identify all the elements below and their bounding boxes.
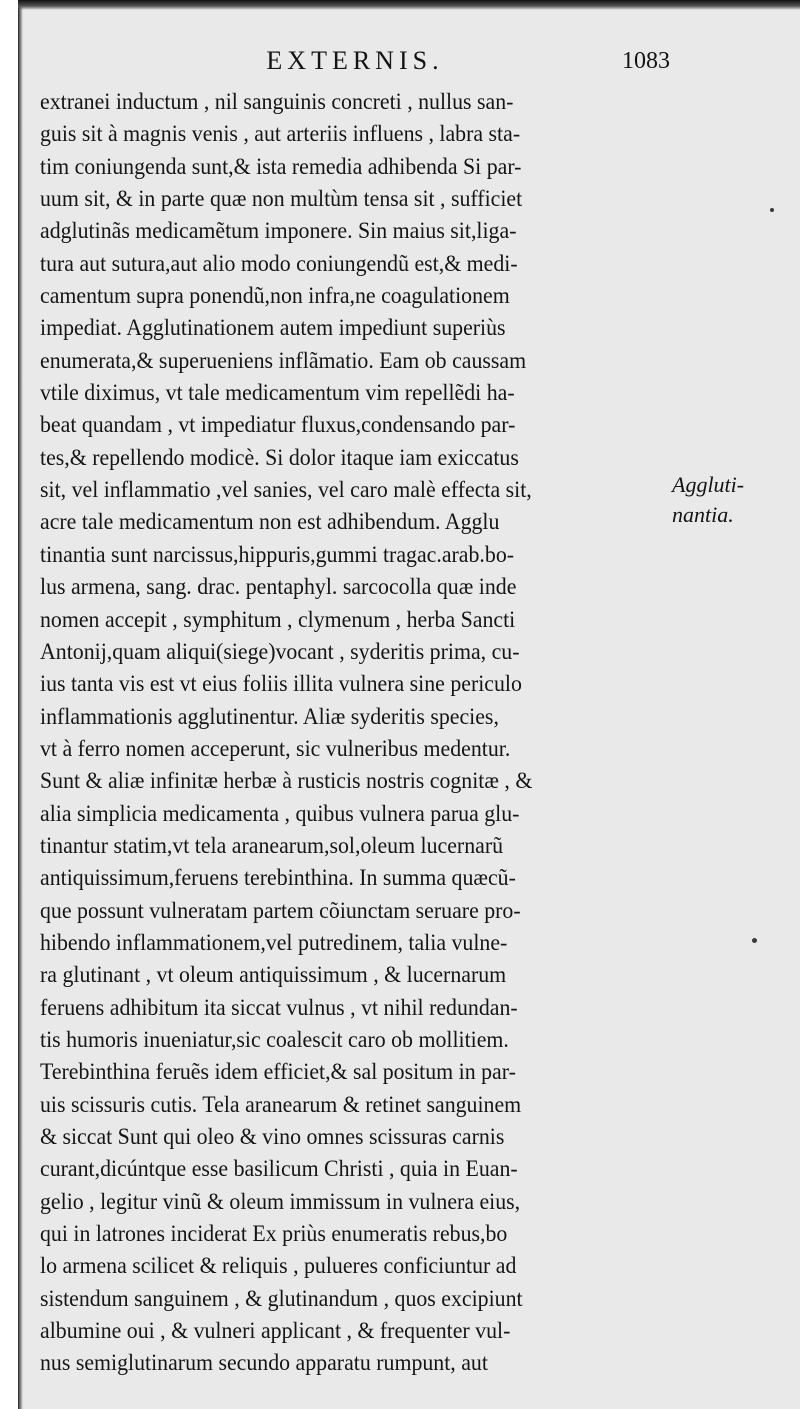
text-line: & siccat Sunt qui oleo & vino omnes scissuras carnis <box>40 1124 505 1150</box>
ink-speck <box>770 208 774 212</box>
text-line: ra glutinant , vt oleum antiquissimum , & lucernarum <box>40 962 507 989</box>
text-line: tes,& repellendo modicè. Si dolor itaque iam exiccatus <box>40 444 519 471</box>
text-line: alia simplicia medicamenta , quibus vulnera parua glu- <box>40 800 520 827</box>
text-line: qui in latrones inciderat Ex priùs enumeratis rebus,bo <box>40 1221 508 1248</box>
ink-speck <box>752 938 757 943</box>
text-line: tinantur statim,vt tela aranearum,sol,oleum lucernarũ <box>40 832 504 859</box>
text-line: ius tanta vis est vt eius foliis illita vulnera sine periculo <box>40 671 522 698</box>
text-line: sistendum sanguinem , & glutinandum , quos excipiunt <box>40 1285 523 1312</box>
text-line: curant,dicúntque esse basilicum Christi , quia in Euan- <box>40 1156 518 1183</box>
text-line: uum sit, & in parte quæ non multùm tensa sit , sufficiet <box>40 186 523 213</box>
text-line: uis scissuris cutis. Tela aranearum & retinet sanguinem <box>40 1091 522 1118</box>
page-left-margin <box>0 0 20 1409</box>
text-line: que possunt vulneratam partem cõiunctam seruare pro- <box>40 897 521 924</box>
page-number: 1083 <box>622 48 670 74</box>
text-line: gelio , legitur vinũ & oleum immissum in vulnera eius, <box>40 1188 521 1215</box>
text-line: lo armena scilicet & reliquis , pulueres conficiuntur ad <box>40 1253 517 1280</box>
text-line: inflammationis agglutinentur. Aliæ syderitis species, <box>40 703 499 730</box>
text-line: Terebinthina feruẽs idem efficiet,& sal positum in par- <box>40 1059 516 1086</box>
text-line: tis humoris inueniatur,sic coalescit caro ob mollitiem. <box>40 1026 509 1053</box>
top-scan-edge <box>18 0 800 10</box>
margin-note <box>672 470 792 530</box>
text-line: tura aut sutura,aut alio modo coniungendũ est,& medi- <box>40 250 518 277</box>
text-line: beat quandam , vt impediatur fluxus,condensando par- <box>40 412 516 439</box>
text-line: vtile diximus, vt tale medicamentum vim repellẽdi ha- <box>40 380 515 407</box>
margin-note-line: nantia. <box>672 502 734 527</box>
binding-shadow <box>18 0 23 1409</box>
text-line: tinantia sunt narcissus,hippuris,gummi tragac.arab.bo- <box>40 541 515 568</box>
text-line: nus semiglutinarum secundo apparatu rumpunt, aut <box>40 1350 488 1377</box>
text-line: vt à ferro nomen acceperunt, sic vulneribus medentur. <box>40 735 511 762</box>
text-line: antiquissimum,feruens terebinthina. In summa quæcũ- <box>40 865 516 892</box>
text-line: feruens adhibitum ita siccat vulnus , vt nihil redundan- <box>40 994 518 1021</box>
text-line: Antonij,quam aliqui(siege)vocant , syderitis prima, cu- <box>40 638 520 665</box>
text-line: guis sit à magnis venis , aut arteriis influens , labra sta- <box>40 121 521 148</box>
text-line: acre tale medicamentum non est adhibendum. Agglu <box>40 509 500 536</box>
text-line: tim coniungenda sunt,& ista remedia adhibenda Si par- <box>40 153 522 180</box>
text-line: sit, vel inflammatio ,vel sanies, vel caro malè effecta sit, <box>40 477 532 504</box>
body-text <box>40 86 680 1377</box>
text-line: hibendo inflammationem,vel putredinem, talia vulne- <box>40 929 508 956</box>
margin-note-line: Aggluti- <box>672 472 745 497</box>
text-line: camentum supra ponendũ,non infra,ne coagulationem <box>40 283 510 310</box>
text-line: enumerata,& superueniens inflãmatio. Eam ob caussam <box>40 347 527 374</box>
page-header <box>40 46 670 90</box>
text-line: lus armena, sang. drac. pentaphyl. sarcocolla quæ inde <box>40 574 517 601</box>
text-line: adglutinãs medicamẽtum imponere. Sin maius sit,liga- <box>40 218 517 245</box>
text-line: albumine oui , & vulneri applicant , & frequenter vul- <box>40 1318 511 1345</box>
text-line: nomen accepit , symphitum , clymenum , herba Sancti <box>40 606 516 633</box>
text-line: Sunt & aliæ infinitæ herbæ à rusticis nostris cognitæ , & <box>40 768 533 795</box>
text-line: impediat. Agglutinationem autem impediunt superiùs <box>40 315 506 342</box>
text-line: extranei inductum , nil sanguinis concreti , nullus san- <box>40 89 514 115</box>
running-title: EXTERNIS. <box>266 46 444 75</box>
